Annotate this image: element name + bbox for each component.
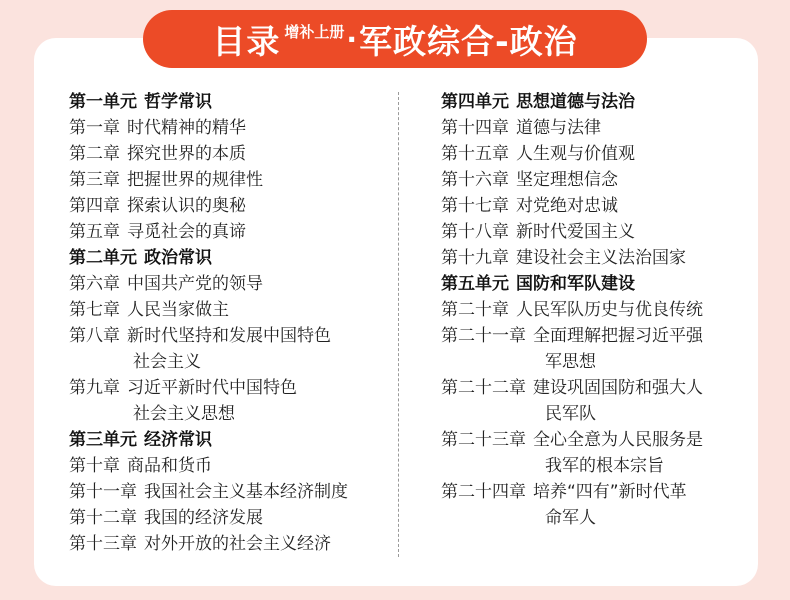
chapter-title: 培养“四有”新时代革	[533, 482, 687, 502]
unit-title: 哲学常识	[144, 92, 212, 112]
chapter-entry	[441, 297, 751, 323]
unit-title: 国防和军队建设	[516, 274, 635, 294]
chapter-entry	[69, 115, 399, 141]
chapter-number: 第十八章	[441, 222, 509, 242]
chapter-number: 第十七章	[441, 196, 509, 216]
chapter-title: 探究世界的本质	[127, 144, 246, 164]
chapter-title: 全心全意为人民服务是	[533, 430, 703, 450]
unit-title: 思想道德与法治	[516, 92, 635, 112]
chapter-title: 探索认识的奥秘	[127, 196, 246, 216]
chapter-number: 第二十二章	[441, 378, 526, 398]
unit-number: 第一单元	[69, 92, 137, 112]
chapter-title: 新时代坚持和发展中国特色	[127, 326, 331, 346]
chapter-entry	[69, 323, 399, 349]
chapter-title: 坚定理想信念	[516, 170, 618, 190]
chapter-number: 第八章	[69, 326, 120, 346]
chapter-number: 第二十章	[441, 300, 509, 320]
unit-title: 经济常识	[144, 430, 212, 450]
chapter-title-continuation: 社会主义思想	[133, 404, 235, 424]
chapter-entry	[69, 297, 399, 323]
chapter-number: 第四章	[69, 196, 120, 216]
unit-number: 第三单元	[69, 430, 137, 450]
chapter-number: 第三章	[69, 170, 120, 190]
chapter-entry	[441, 427, 751, 453]
chapter-title-continuation: 民军队	[545, 404, 596, 424]
chapter-number: 第七章	[69, 300, 120, 320]
toc-left-column	[69, 89, 399, 557]
chapter-entry	[69, 141, 399, 167]
chapter-title: 我国的经济发展	[144, 508, 263, 528]
chapter-entry	[69, 219, 399, 245]
banner-subtitle: 增补上册	[284, 23, 345, 41]
chapter-title: 全面理解把握习近平强	[533, 326, 703, 346]
unit-title: 政治常识	[144, 248, 212, 268]
chapter-number: 第十三章	[69, 534, 137, 554]
chapter-title: 道德与法律	[516, 118, 601, 138]
chapter-number: 第十六章	[441, 170, 509, 190]
unit-heading	[69, 89, 399, 115]
chapter-title: 人民当家做主	[127, 300, 229, 320]
chapter-entry	[69, 375, 399, 401]
chapter-title: 建设社会主义法治国家	[516, 248, 686, 268]
chapter-entry	[441, 193, 751, 219]
chapter-entry	[441, 479, 751, 505]
unit-heading	[69, 245, 399, 271]
chapter-entry	[69, 531, 399, 557]
chapter-number: 第六章	[69, 274, 120, 294]
chapter-number: 第二十三章	[441, 430, 526, 450]
chapter-title: 寻觅社会的真谛	[127, 222, 246, 242]
chapter-entry	[441, 167, 751, 193]
chapter-entry	[441, 115, 751, 141]
chapter-entry	[69, 479, 399, 505]
chapter-title: 对党绝对忠诚	[516, 196, 618, 216]
chapter-title: 人民军队历史与优良传统	[516, 300, 703, 320]
chapter-number: 第二十四章	[441, 482, 526, 502]
chapter-title: 时代精神的精华	[127, 118, 246, 138]
chapter-title: 人生观与价值观	[516, 144, 635, 164]
chapter-entry	[69, 271, 399, 297]
toc-right-column	[441, 89, 751, 531]
unit-number: 第二单元	[69, 248, 137, 268]
chapter-number: 第五章	[69, 222, 120, 242]
chapter-number: 第十二章	[69, 508, 137, 528]
chapter-number: 第二章	[69, 144, 120, 164]
chapter-entry	[69, 193, 399, 219]
chapter-title-continuation: 命军人	[545, 508, 596, 528]
chapter-entry	[441, 375, 751, 401]
title-banner	[143, 10, 647, 68]
chapter-title-continuation: 军思想	[545, 352, 596, 372]
banner-title: 目录	[212, 21, 281, 61]
unit-number: 第五单元	[441, 274, 509, 294]
unit-heading	[69, 427, 399, 453]
chapter-title: 习近平新时代中国特色	[127, 378, 297, 398]
chapter-number: 第九章	[69, 378, 120, 398]
chapter-title-continuation: 社会主义	[133, 352, 201, 372]
banner-subject: 军政综合-政治	[358, 21, 578, 61]
chapter-number: 第十五章	[441, 144, 509, 164]
chapter-title-continuation: 我军的根本宗旨	[545, 456, 664, 476]
unit-heading	[441, 89, 751, 115]
chapter-entry	[441, 219, 751, 245]
unit-heading	[441, 271, 751, 297]
chapter-title: 把握世界的规律性	[127, 170, 263, 190]
chapter-entry	[441, 323, 751, 349]
chapter-entry	[441, 245, 751, 271]
chapter-number: 第十九章	[441, 248, 509, 268]
chapter-number: 第二十一章	[441, 326, 526, 346]
chapter-title: 我国社会主义基本经济制度	[144, 482, 348, 502]
chapter-entry	[441, 141, 751, 167]
chapter-entry	[69, 167, 399, 193]
chapter-title: 建设巩固国防和强大人	[533, 378, 703, 398]
chapter-title: 对外开放的社会主义经济	[144, 534, 331, 554]
chapter-entry	[69, 505, 399, 531]
chapter-number: 第十一章	[69, 482, 137, 502]
chapter-number: 第十四章	[441, 118, 509, 138]
chapter-number: 第十章	[69, 456, 120, 476]
chapter-title: 新时代爱国主义	[516, 222, 635, 242]
chapter-title: 商品和货币	[127, 456, 212, 476]
chapter-title: 中国共产党的领导	[127, 274, 263, 294]
chapter-number: 第一章	[69, 118, 120, 138]
unit-number: 第四单元	[441, 92, 509, 112]
chapter-entry	[69, 453, 399, 479]
banner-separator: ·	[346, 22, 357, 56]
